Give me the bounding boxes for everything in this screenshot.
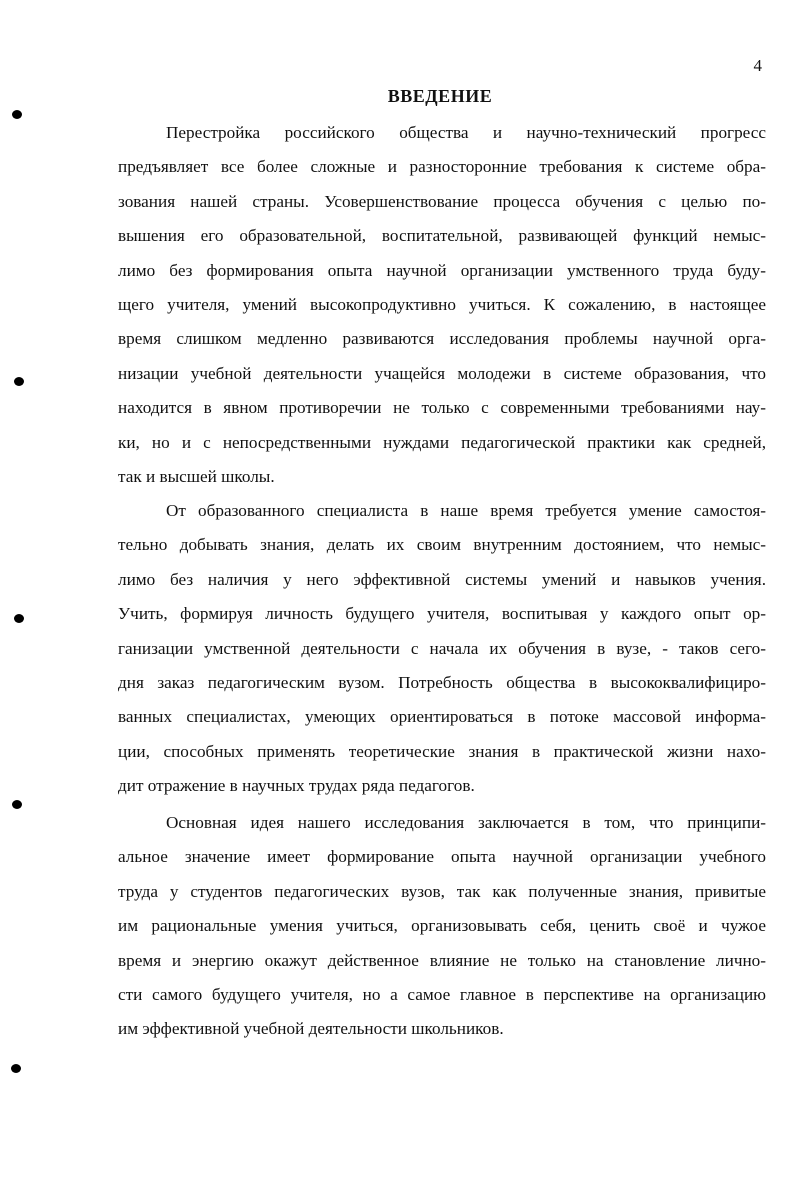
text-line: ции, способных применять теоретические знания в практической жизни нахо- xyxy=(118,741,766,761)
text-line: труда у студентов педагогических вузов, так как полученные знания, привитые xyxy=(118,881,766,901)
binder-hole-mark xyxy=(12,110,22,119)
binder-hole-mark xyxy=(14,614,24,623)
binder-hole-mark xyxy=(14,377,24,386)
text-line: ганизации умственной деятельности с начала их обучения в вузе, - таков сего- xyxy=(118,638,766,658)
text-line: ванных специалистах, умеющих ориентироваться в потоке массовой информа- xyxy=(118,707,766,727)
paragraph-1 xyxy=(118,116,766,494)
text-line: так и высшей школы. xyxy=(118,466,275,486)
text-line: низации учебной деятельности учащейся молодежи в системе образования, что xyxy=(118,363,766,383)
text-line: вышения его образовательной, воспитательной, развивающей функций немыс- xyxy=(118,226,766,246)
binder-hole-mark xyxy=(12,800,22,809)
binder-hole-mark xyxy=(11,1064,21,1073)
text-line: тельно добывать знания, делать их своим внутренним достоянием, что немыс- xyxy=(118,535,766,555)
text-line: Основная идея нашего исследования заключается в том, что принципи- xyxy=(166,813,766,832)
text-line: им рациональные умения учиться, организовывать себя, ценить своё и чужое xyxy=(118,916,766,936)
text-line: им эффективной учебной деятельности школьников. xyxy=(118,1019,504,1039)
text-line: щего учителя, умений высокопродуктивно учиться. К сожалению, в настоящее xyxy=(118,294,766,314)
text-line: Учить, формируя личность будущего учителя, воспитывая у каждого опыт ор- xyxy=(118,604,766,624)
text-line: сти самого будущего учителя, но а самое главное в перспективе на организацию xyxy=(118,984,766,1004)
text-line: ки, но и с непосредственными нуждами педагогической практики как средней, xyxy=(118,432,766,452)
text-line: время слишком медленно развиваются исследования проблемы научной орга- xyxy=(118,329,766,349)
text-line: лимо без наличия у него эффективной системы умений и навыков учения. xyxy=(118,569,766,589)
text-line: От образованного специалиста в наше время требуется умение самостоя- xyxy=(166,501,766,520)
text-line: дит отражение в научных трудах ряда педагогов. xyxy=(118,776,475,796)
text-line: лимо без формирования опыта научной организации умственного труда буду- xyxy=(118,260,766,280)
page-number: 4 xyxy=(753,56,762,75)
text-line: Перестройка российского общества и научно-технический прогресс xyxy=(166,123,766,142)
text-line: альное значение имеет формирование опыта научной организации учебного xyxy=(118,847,766,867)
text-line: зования нашей страны. Усовершенствование процесса обучения с целью по- xyxy=(118,191,766,211)
text-line: дня заказ педагогическим вузом. Потребность общества в высококвалифициро- xyxy=(118,672,766,692)
text-line: находится в явном противоречии не только с современными требованиями нау- xyxy=(118,398,766,418)
text-line: время и энергию окажут действенное влияние не только на становление лично- xyxy=(118,950,766,970)
text-line: предъявляет все более сложные и разносторонние требования к системе обра- xyxy=(118,157,766,177)
paragraph-3 xyxy=(118,806,766,1047)
page-title: ВВЕДЕНИЕ xyxy=(387,86,493,106)
paragraph-2 xyxy=(118,494,766,804)
